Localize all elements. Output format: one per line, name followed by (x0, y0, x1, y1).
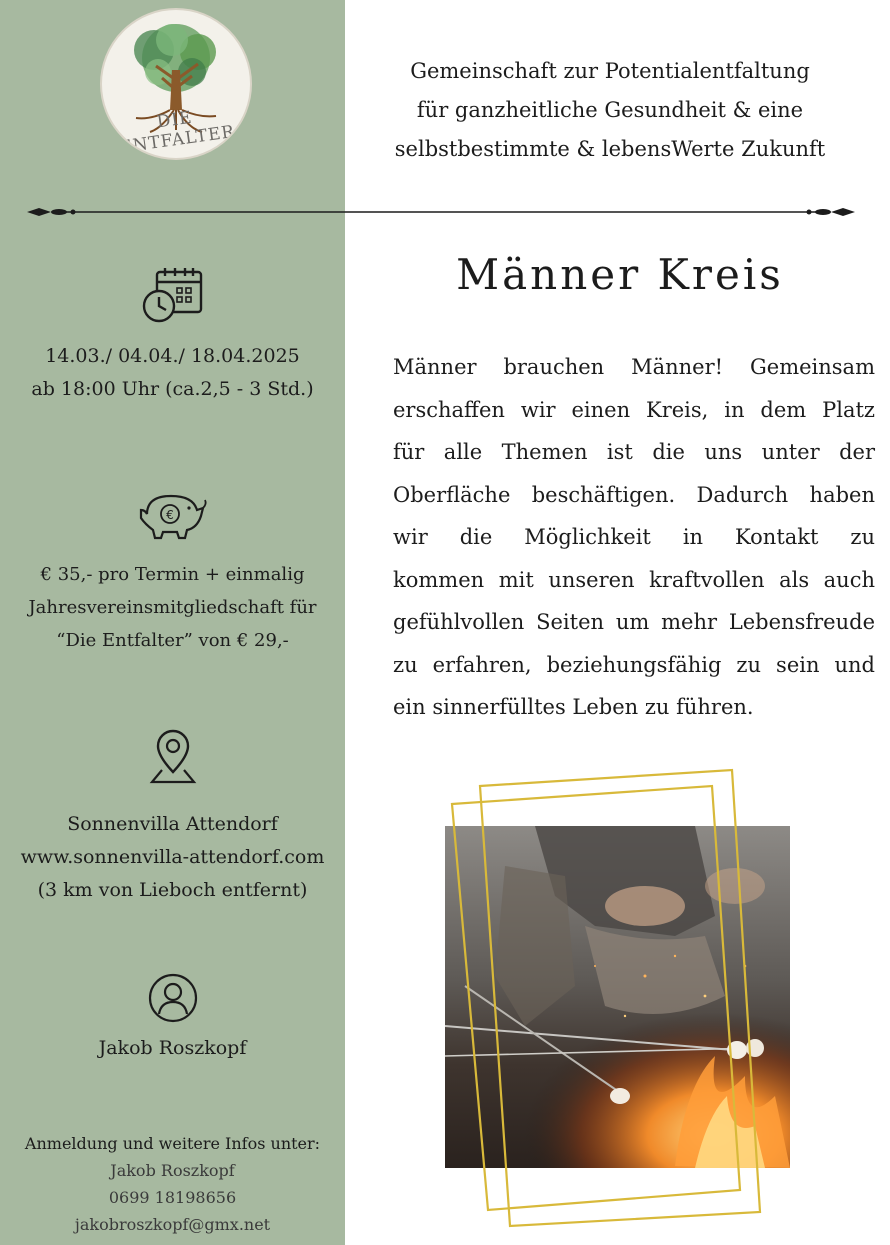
calendar-clock-icon (141, 266, 205, 326)
svg-text:€: € (165, 508, 174, 522)
host-name: Jakob Roszkopf (98, 1037, 247, 1059)
price-block (0, 488, 345, 657)
contact-phone[interactable]: 0699 18198656 (108, 1188, 237, 1207)
body-copy (393, 346, 875, 729)
body-line-1: Männer brauchen Männer! Gemeinsam (393, 355, 875, 379)
body-line-5: wir die Möglichkeit in Kontakt zu (393, 525, 875, 549)
contact-block (0, 1130, 345, 1238)
location-distance: (3 km von Lieboch entfernt) (37, 879, 308, 901)
gold-frame-decoration (440, 760, 770, 1230)
logo-text: DIE ENTFALTER (118, 107, 237, 158)
headline: Männer Kreis (456, 250, 784, 299)
body-line-7: gefühlvollen Seiten um mehr Lebensfreude (393, 610, 875, 634)
schedule-dates: 14.03./ 04.04./ 18.04.2025 (45, 345, 300, 367)
tagline-line-3: selbstbestimmte & lebensWerte Zukunft (394, 137, 826, 161)
ornamental-divider (25, 198, 857, 226)
contact-email[interactable]: jakobroszkopf@gmx.net (74, 1215, 271, 1234)
body-line-6: kommen mit unseren kraftvollen als auch (393, 567, 875, 592)
tagline-line-1: Gemeinschaft zur Potentialentfaltung (410, 59, 810, 83)
host-block (0, 972, 345, 1065)
location-pin-icon (148, 728, 198, 784)
body-line-8: zu erfahren, beziehungsfähig zu sein und (393, 652, 875, 677)
price-line-3: “Die Entfalter” von € 29,- (56, 630, 289, 651)
price-line-1: € 35,- pro Termin + einmalig (40, 564, 305, 585)
piggy-bank-euro-icon (137, 488, 209, 540)
contact-name: Jakob Roszkopf (110, 1161, 235, 1180)
body-line-2: erschaffen wir einen Kreis, in dem Platz (393, 397, 875, 422)
body-line-4: Oberfläche beschäftigen. Dadurch haben (393, 482, 875, 507)
location-website[interactable]: www.sonnenvilla-attendorf.com (20, 846, 325, 868)
tagline (360, 52, 860, 169)
price-line-2: Jahresvereinsmitgliedschaft für (28, 597, 317, 618)
logo (100, 8, 252, 160)
body-line-3: für alle Themen ist die uns unter der (393, 440, 875, 464)
location-block (0, 728, 345, 907)
location-name: Sonnenvilla Attendorf (67, 813, 278, 835)
contact-heading: Anmeldung und weitere Infos unter: (24, 1134, 321, 1153)
schedule-block (0, 266, 345, 406)
body-line-9: ein sinnerfülltes Leben zu führen. (393, 695, 754, 719)
schedule-time: ab 18:00 Uhr (ca.2,5 - 3 Std.) (31, 378, 314, 400)
person-icon (147, 972, 199, 1024)
tagline-line-2: für ganzheitliche Gesundheit & eine (416, 98, 804, 122)
